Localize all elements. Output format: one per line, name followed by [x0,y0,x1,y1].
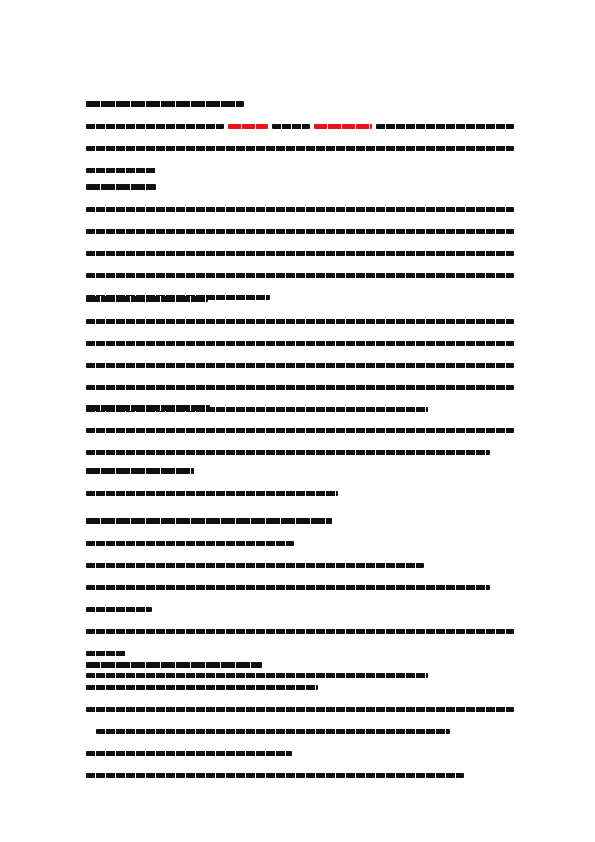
list-item [86,585,490,590]
paragraph-line [86,450,490,455]
paragraph-line [86,273,514,278]
list-item [86,563,424,568]
section-heading [86,468,194,474]
paragraph-line [86,115,514,137]
section-1 [86,93,514,181]
section-heading [86,662,262,668]
highlighted-word [228,124,268,129]
paragraph-line [86,385,514,390]
paragraph-line [86,363,514,368]
highlighted-word [314,124,372,129]
list-item [86,773,464,778]
list-item [86,707,514,712]
section-heading [86,184,156,190]
section-heading [86,405,210,411]
list-item [86,751,292,756]
section-5 [86,460,514,504]
section-4 [86,397,514,463]
section-heading [86,296,208,302]
paragraph-line [86,251,514,256]
paragraph-line [86,319,514,324]
section-heading [86,101,244,107]
list-item [86,541,294,546]
list-item [86,685,318,690]
list-item-continuation [96,729,450,734]
paragraph-line [86,341,514,346]
section-7 [86,654,514,786]
paragraph-line [86,207,514,212]
paragraph-line [86,168,156,173]
paragraph-line [86,146,514,151]
list-item [86,629,514,634]
list-subheading [86,607,152,612]
section-heading [86,518,332,524]
paragraph-line [86,229,514,234]
paragraph-line [86,428,514,433]
paragraph-line [86,491,338,496]
